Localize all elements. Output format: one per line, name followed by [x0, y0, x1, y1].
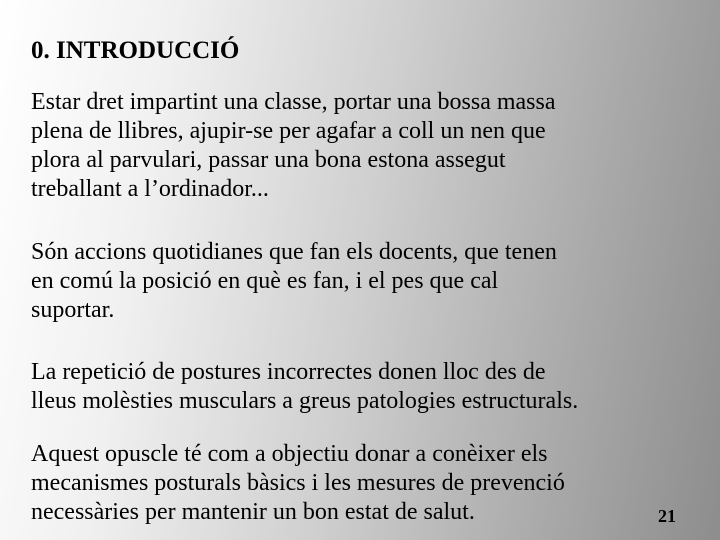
paragraph-daily-actions: Són accions quotidianes que fan els docents, que tenen en comú la posició en què es fan, i el pes que cal suportar. — [31, 239, 557, 323]
paragraph-objective: Aquest opuscle té com a objectiu donar a conèixer els mecanismes posturals bàsics i les mesures de prevenció necessàries per mantenir un bon estat de salut. — [31, 441, 565, 525]
page-number: 21 — [658, 506, 676, 526]
paragraph-repetition: La repetició de postures incorrectes donen lloc des de lleus molèsties musculars a greus patologies estructurals. — [31, 359, 579, 414]
slide-title: 0. INTRODUCCIÓ — [31, 37, 240, 64]
paragraph-intro: Estar dret impartint una classe, portar una bossa massa plena de llibres, ajupir-se per agafar a coll un nen que plora al parvulari, passar una bona estona assegut treballant a l’ordinador... — [31, 89, 556, 202]
